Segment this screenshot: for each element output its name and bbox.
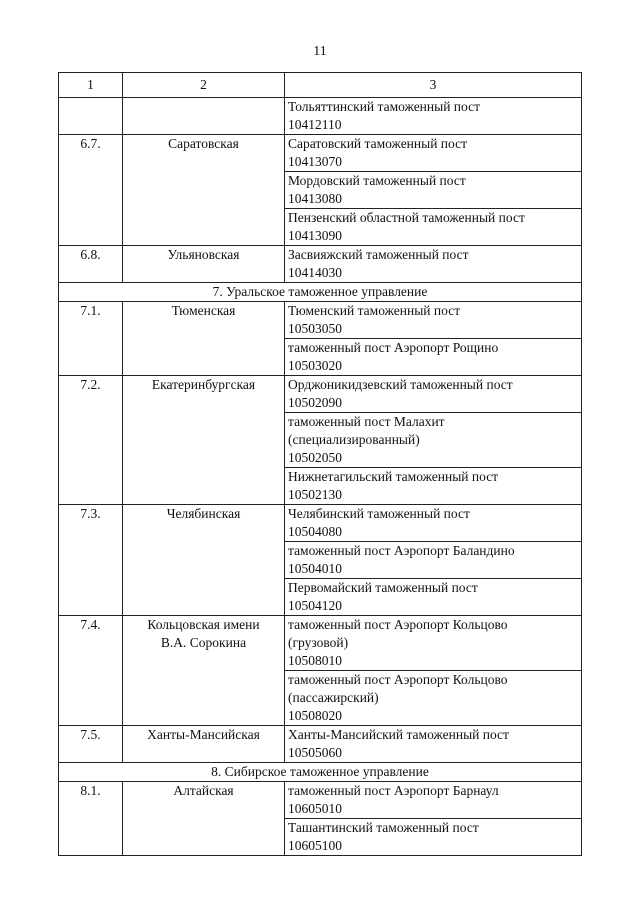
customs-post-code: 10503020 (288, 358, 342, 373)
table-row (59, 376, 582, 413)
table-row (59, 782, 582, 819)
table-row (59, 135, 582, 172)
customs-post-cell (285, 671, 582, 726)
customs-name-line: В.А. Сорокина (160, 635, 247, 650)
section-title: 8. Сибирское таможенное управление (59, 763, 582, 782)
customs-name (123, 505, 285, 616)
customs-post-name: Саратовский таможенный пост (288, 136, 468, 151)
customs-name-line: Ульяновская (167, 247, 240, 262)
customs-post-name: (грузовой) (288, 635, 349, 650)
customs-post-name: Челябинский таможенный пост (288, 506, 470, 521)
row-number (59, 98, 123, 135)
customs-post-cell (285, 376, 582, 413)
customs-post-code: 10605010 (288, 801, 342, 816)
customs-post-name: Мордовский таможенный пост (288, 173, 466, 188)
customs-name-line: Саратовская (168, 136, 239, 151)
customs-post-cell (285, 302, 582, 339)
section-row (59, 283, 582, 302)
header-col-2: 2 (123, 73, 285, 98)
header-col-1: 1 (59, 73, 123, 98)
row-number: 7.3. (59, 505, 123, 616)
customs-name-line: Челябинская (166, 506, 241, 521)
customs-post-cell (285, 579, 582, 616)
customs-post-cell (285, 542, 582, 579)
row-number: 8.1. (59, 782, 123, 856)
table-row (59, 246, 582, 283)
customs-post-code: 10508020 (288, 708, 342, 723)
customs-post-cell (285, 413, 582, 468)
customs-post-name: Пензенский областной таможенный пост (288, 210, 525, 225)
customs-post-cell (285, 209, 582, 246)
customs-name-line: Екатеринбургская (151, 377, 256, 392)
page-number: 11 (313, 44, 327, 59)
customs-post-name: таможенный пост Аэропорт Кольцово (288, 617, 508, 632)
customs-post-cell (285, 468, 582, 505)
customs-post-code: 10413090 (288, 228, 342, 243)
row-number: 7.4. (59, 616, 123, 726)
customs-name (123, 302, 285, 376)
customs-name (123, 726, 285, 763)
customs-post-name: таможенный пост Аэропорт Баландино (288, 543, 515, 558)
customs-post-cell (285, 98, 582, 135)
customs-post-name: Тюменский таможенный пост (288, 303, 461, 318)
customs-post-name: Засвияжский таможенный пост (288, 247, 469, 262)
customs-post-name: Орджоникидзевский таможенный пост (288, 377, 513, 392)
customs-post-name: Тольяттинский таможенный пост (288, 99, 481, 114)
table-row (59, 505, 582, 542)
row-number: 6.8. (59, 246, 123, 283)
customs-post-name: Ташантинский таможенный пост (288, 820, 479, 835)
customs-name-line: Алтайская (173, 783, 234, 798)
row-number: 6.7. (59, 135, 123, 246)
customs-post-name: (специализированный) (288, 432, 420, 447)
customs-post-name: таможенный пост Аэропорт Рощино (288, 340, 499, 355)
customs-post-name: (пассажирский) (288, 690, 379, 705)
customs-post-code: 10504080 (288, 524, 342, 539)
customs-posts-table (58, 72, 582, 856)
table-row (59, 726, 582, 763)
customs-post-code: 10414030 (288, 265, 342, 280)
customs-post-cell (285, 782, 582, 819)
section-row (59, 763, 582, 782)
customs-post-cell (285, 819, 582, 856)
customs-name (123, 376, 285, 505)
customs-post-cell (285, 616, 582, 671)
customs-name (123, 98, 285, 135)
customs-post-code: 10412110 (288, 117, 342, 132)
customs-name (123, 616, 285, 726)
customs-post-cell (285, 505, 582, 542)
customs-post-code: 10413080 (288, 191, 342, 206)
table-row (59, 302, 582, 339)
row-number: 7.2. (59, 376, 123, 505)
customs-post-code: 10605100 (288, 838, 342, 853)
row-number: 7.5. (59, 726, 123, 763)
customs-name-line: Ханты-Мансийская (147, 727, 260, 742)
customs-post-code: 10503050 (288, 321, 342, 336)
section-title: 7. Уральское таможенное управление (59, 283, 582, 302)
customs-name-line: Тюменская (171, 303, 236, 318)
customs-post-name: Нижнетагильский таможенный пост (288, 469, 499, 484)
customs-post-name: таможенный пост Малахит (288, 414, 445, 429)
customs-name (123, 246, 285, 283)
customs-post-cell (285, 246, 582, 283)
table-row (59, 616, 582, 671)
customs-name-line: Кольцовская имени (147, 617, 260, 632)
customs-name (123, 782, 285, 856)
customs-post-code: 10502090 (288, 395, 342, 410)
customs-post-name: Первомайский таможенный пост (288, 580, 478, 595)
customs-post-name: таможенный пост Аэропорт Барнаул (288, 783, 499, 798)
customs-post-code: 10508010 (288, 653, 342, 668)
customs-post-code: 10413070 (288, 154, 342, 169)
customs-post-code: 10505060 (288, 745, 342, 760)
customs-post-code: 10502130 (288, 487, 342, 502)
customs-post-code: 10504010 (288, 561, 342, 576)
customs-post-code: 10504120 (288, 598, 342, 613)
customs-name (123, 135, 285, 246)
customs-post-cell (285, 339, 582, 376)
header-col-3: 3 (285, 73, 582, 98)
table-header-row (59, 73, 582, 98)
customs-post-cell (285, 726, 582, 763)
customs-post-name: таможенный пост Аэропорт Кольцово (288, 672, 508, 687)
customs-post-name: Ханты-Мансийский таможенный пост (288, 727, 509, 742)
customs-post-code: 10502050 (288, 450, 342, 465)
row-number: 7.1. (59, 302, 123, 376)
customs-post-cell (285, 172, 582, 209)
table-row (59, 98, 582, 135)
customs-post-cell (285, 135, 582, 172)
